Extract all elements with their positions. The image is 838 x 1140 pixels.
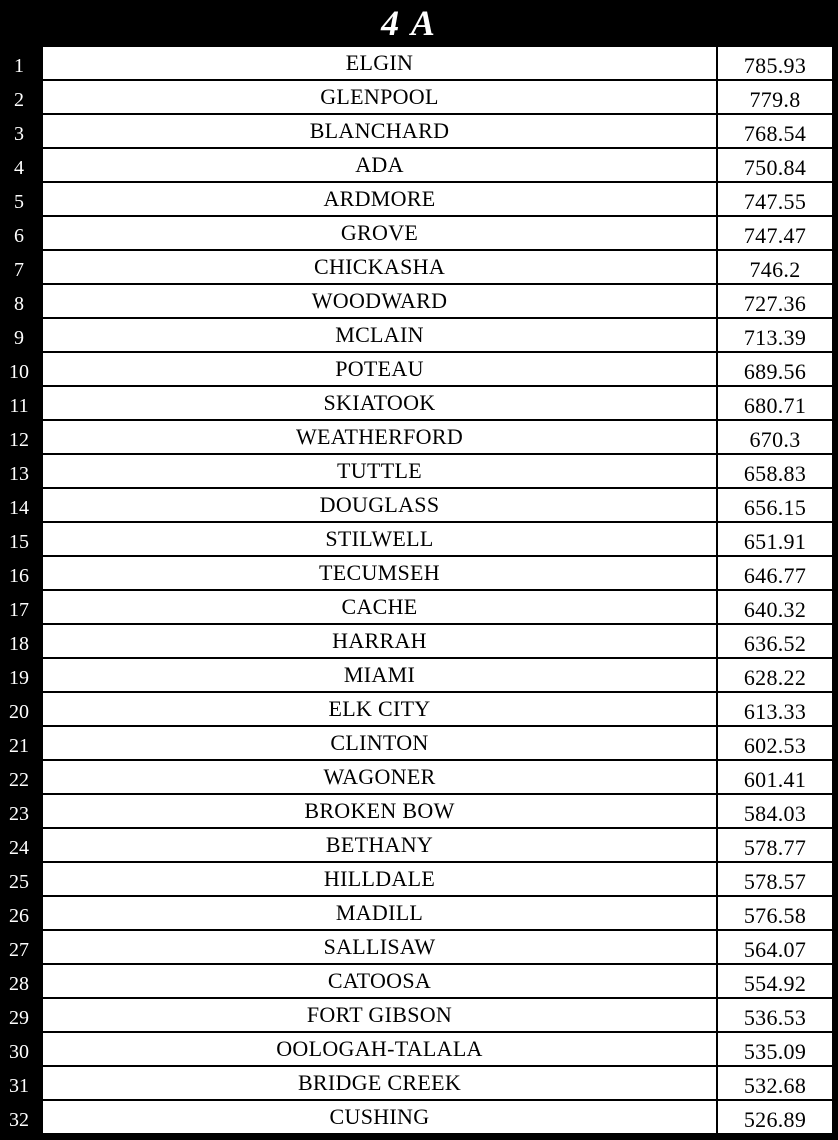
school-name: ADA <box>43 149 716 181</box>
table-row <box>0 454 838 488</box>
school-name: SKIATOOK <box>43 387 716 419</box>
school-name: TUTTLE <box>43 455 716 487</box>
table-row <box>0 420 838 454</box>
score-value: 785.93 <box>718 47 832 79</box>
table-row <box>0 964 838 998</box>
table-row <box>0 760 838 794</box>
school-name: GLENPOOL <box>43 81 716 113</box>
school-name: DOUGLASS <box>43 489 716 521</box>
rank-number: 2 <box>14 89 24 111</box>
rank-number: 12 <box>9 429 29 451</box>
school-name: BROKEN BOW <box>43 795 716 827</box>
rank-number: 6 <box>14 225 24 247</box>
table-row <box>0 862 838 896</box>
score-value: 768.54 <box>718 115 832 147</box>
school-name: ELGIN <box>43 47 716 79</box>
school-name: CUSHING <box>43 1101 716 1133</box>
table-row <box>0 998 838 1032</box>
rank-number: 23 <box>9 803 29 825</box>
score-value: 658.83 <box>718 455 832 487</box>
school-name: BLANCHARD <box>43 115 716 147</box>
rank-number: 4 <box>14 157 24 179</box>
score-value: 680.71 <box>718 387 832 419</box>
rank-number: 5 <box>14 191 24 213</box>
rank-number: 19 <box>9 667 29 689</box>
score-value: 601.41 <box>718 761 832 793</box>
school-name: ELK CITY <box>43 693 716 725</box>
school-name: WAGONER <box>43 761 716 793</box>
rank-number: 10 <box>9 361 29 383</box>
table-row <box>0 216 838 250</box>
table-row <box>0 114 838 148</box>
table-row <box>0 896 838 930</box>
rank-number: 18 <box>9 633 29 655</box>
table-row <box>0 250 838 284</box>
rank-number: 17 <box>9 599 29 621</box>
score-value: 747.55 <box>718 183 832 215</box>
table-row <box>0 590 838 624</box>
school-name: ARDMORE <box>43 183 716 215</box>
school-name: TECUMSEH <box>43 557 716 589</box>
score-value: 636.52 <box>718 625 832 657</box>
school-name: CLINTON <box>43 727 716 759</box>
rank-number: 27 <box>9 939 29 961</box>
page-title: 4 A <box>381 3 437 43</box>
rank-number: 14 <box>9 497 29 519</box>
score-value: 779.8 <box>718 81 832 113</box>
rank-number: 30 <box>9 1041 29 1063</box>
rank-number: 20 <box>9 701 29 723</box>
score-value: 656.15 <box>718 489 832 521</box>
table-row <box>0 488 838 522</box>
rank-number: 24 <box>9 837 29 859</box>
rank-number: 7 <box>14 259 24 281</box>
score-value: 651.91 <box>718 523 832 555</box>
score-value: 670.3 <box>718 421 832 453</box>
rank-number: 32 <box>9 1109 29 1131</box>
rank-number: 21 <box>9 735 29 757</box>
table-row <box>0 828 838 862</box>
rank-number: 16 <box>9 565 29 587</box>
score-value: 602.53 <box>718 727 832 759</box>
table-row <box>0 352 838 386</box>
score-value: 578.57 <box>718 863 832 895</box>
score-value: 746.2 <box>718 251 832 283</box>
table-row <box>0 318 838 352</box>
rank-number: 28 <box>9 973 29 995</box>
score-value: 532.68 <box>718 1067 832 1099</box>
table-row <box>0 1066 838 1100</box>
title-bar <box>0 0 838 46</box>
score-value: 613.33 <box>718 693 832 725</box>
table-row <box>0 930 838 964</box>
score-value: 576.58 <box>718 897 832 929</box>
table-row <box>0 556 838 590</box>
rank-number: 31 <box>9 1075 29 1097</box>
score-value: 554.92 <box>718 965 832 997</box>
score-value: 564.07 <box>718 931 832 963</box>
school-name: BETHANY <box>43 829 716 861</box>
score-value: 628.22 <box>718 659 832 691</box>
table-row <box>0 1100 838 1134</box>
table-row <box>0 624 838 658</box>
school-name: HILLDALE <box>43 863 716 895</box>
rank-number: 15 <box>9 531 29 553</box>
table-row <box>0 284 838 318</box>
score-value: 584.03 <box>718 795 832 827</box>
rank-number: 13 <box>9 463 29 485</box>
score-value: 747.47 <box>718 217 832 249</box>
rank-number: 8 <box>14 293 24 315</box>
rank-number: 29 <box>9 1007 29 1029</box>
score-value: 713.39 <box>718 319 832 351</box>
rank-number: 9 <box>14 327 24 349</box>
rank-number: 22 <box>9 769 29 791</box>
rank-number: 25 <box>9 871 29 893</box>
school-name: MCLAIN <box>43 319 716 351</box>
rank-number: 26 <box>9 905 29 927</box>
school-name: CATOOSA <box>43 965 716 997</box>
rank-number: 3 <box>14 123 24 145</box>
score-value: 727.36 <box>718 285 832 317</box>
table-row <box>0 522 838 556</box>
table-row <box>0 46 838 80</box>
rank-number: 1 <box>14 55 24 77</box>
table-row <box>0 692 838 726</box>
school-name: BRIDGE CREEK <box>43 1067 716 1099</box>
score-value: 646.77 <box>718 557 832 589</box>
score-value: 578.77 <box>718 829 832 861</box>
school-name: CACHE <box>43 591 716 623</box>
score-value: 536.53 <box>718 999 832 1031</box>
school-name: MADILL <box>43 897 716 929</box>
table-row <box>0 148 838 182</box>
school-name: OOLOGAH-TALALA <box>43 1033 716 1065</box>
school-name: WEATHERFORD <box>43 421 716 453</box>
school-name: FORT GIBSON <box>43 999 716 1031</box>
school-name: HARRAH <box>43 625 716 657</box>
school-name: WOODWARD <box>43 285 716 317</box>
school-name: STILWELL <box>43 523 716 555</box>
school-name: GROVE <box>43 217 716 249</box>
table-row <box>0 386 838 420</box>
table-row <box>0 658 838 692</box>
table-row <box>0 1032 838 1066</box>
school-name: POTEAU <box>43 353 716 385</box>
score-value: 535.09 <box>718 1033 832 1065</box>
table-row <box>0 80 838 114</box>
rank-number: 11 <box>9 395 29 417</box>
score-value: 526.89 <box>718 1101 832 1133</box>
score-value: 750.84 <box>718 149 832 181</box>
school-name: CHICKASHA <box>43 251 716 283</box>
school-name: MIAMI <box>43 659 716 691</box>
score-value: 689.56 <box>718 353 832 385</box>
table-row <box>0 794 838 828</box>
school-name: SALLISAW <box>43 931 716 963</box>
table-row <box>0 726 838 760</box>
score-value: 640.32 <box>718 591 832 623</box>
table-row <box>0 182 838 216</box>
ranking-table <box>0 46 838 1138</box>
